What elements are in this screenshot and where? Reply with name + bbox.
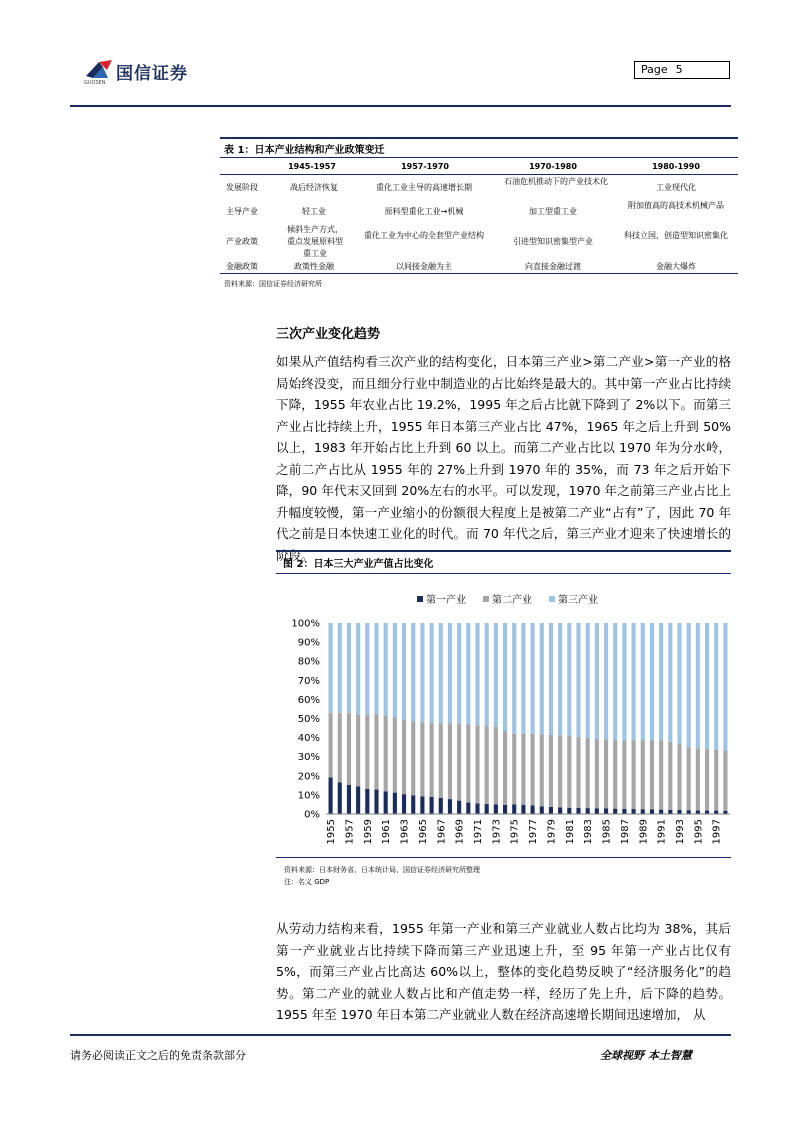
- bar-segment: [604, 739, 608, 808]
- bar-segment: [521, 805, 525, 814]
- x-tick-label: 1961: [381, 819, 393, 845]
- bar-segment: [512, 804, 516, 814]
- bar-segment: [329, 713, 333, 778]
- bar-segment: [549, 735, 553, 807]
- guosen-logo-icon: [84, 58, 114, 80]
- bar-segment: [604, 623, 608, 739]
- y-tick-label: 50%: [297, 714, 320, 725]
- y-tick-label: 40%: [297, 733, 320, 745]
- bar-segment: [365, 715, 369, 789]
- x-tick-label: 1965: [417, 819, 429, 845]
- stacked-bar-chart: [276, 580, 731, 855]
- bar-segment: [567, 808, 571, 814]
- x-tick-label: 1963: [399, 819, 411, 845]
- bar-segment: [402, 720, 406, 794]
- table-cell: 重化工业为中心的全套型产业结构: [364, 231, 484, 240]
- bar-segment: [613, 740, 617, 809]
- bar-segment: [457, 623, 461, 723]
- y-tick-label: 20%: [297, 771, 320, 783]
- figure-source: [284, 864, 480, 888]
- bar-segment: [650, 740, 654, 809]
- figure-note-line: 注：名义 GDP: [284, 878, 330, 886]
- bar-segment: [705, 623, 709, 749]
- x-tick-label: 1983: [583, 819, 595, 845]
- bar-segment: [595, 623, 599, 739]
- legend-swatch: [483, 596, 489, 602]
- bar-segment: [531, 623, 535, 734]
- bar-segment: [338, 782, 342, 814]
- bar-segment: [393, 718, 397, 793]
- x-tick-label: 1973: [491, 819, 503, 845]
- bar-segment: [576, 808, 580, 814]
- bar-segment: [430, 723, 434, 797]
- bar-segment: [586, 623, 590, 738]
- bar-segment: [668, 810, 672, 814]
- bar-segment: [558, 735, 562, 807]
- x-tick-label: 1959: [362, 819, 374, 845]
- bar-segment: [632, 740, 636, 809]
- bar-segment: [650, 623, 654, 740]
- bar-segment: [374, 790, 378, 814]
- figure-source-line: 资料来源：日本财务省、日本统计局、国信证券经济研究所整理: [284, 866, 480, 874]
- legend-label: 第一产业: [426, 595, 466, 606]
- bar-segment: [494, 623, 498, 727]
- bar-segment: [365, 623, 369, 715]
- bar-segment: [705, 811, 709, 814]
- x-tick-label: 1975: [509, 819, 521, 845]
- bar-segment: [411, 721, 415, 795]
- bar-segment: [723, 623, 727, 751]
- bar-segment: [567, 736, 571, 808]
- bar-segment: [485, 623, 489, 726]
- bar-segment: [586, 738, 590, 808]
- table-cell: 以间接金融为主: [396, 262, 452, 271]
- bar-segment: [512, 734, 516, 805]
- bar-segment: [576, 623, 580, 737]
- bar-segment: [677, 810, 681, 814]
- bar-segment: [475, 804, 479, 815]
- bar-segment: [531, 805, 535, 814]
- bar-segment: [430, 623, 434, 723]
- table-title: 表 1：日本产业结构和产业政策变迁: [224, 145, 385, 156]
- bar-segment: [347, 623, 351, 713]
- bar-segment: [549, 623, 553, 735]
- x-tick-label: 1977: [528, 819, 540, 845]
- bar-segment: [384, 623, 388, 716]
- bar-segment: [687, 623, 691, 747]
- bar-segment: [531, 734, 535, 806]
- bar-segment: [668, 623, 672, 742]
- bar-segment: [576, 737, 580, 808]
- bar-segment: [540, 623, 544, 734]
- body-paragraph: 如果从产值结构看三次产业的结构变化，日本第三产业>第二产业>第一产业的格局始终没变，而且细分行业中制造业的占比始终是最大的。其中第一产业占比持续下降，1955 年农业占比 19.2%，1995 年之后占比就下降到了 2%以下。而第三产业占比持续上升，1955 年日本第三产业占比 47%，1965 年之后上升到 50%以上，1983 年开始占比上升到 60 以上。而第二产业占比以 1970 年为分水岭，之前二产占比从 1955 年的 27%上升到 1970 年的 35%，而 73 年之后开始下降，90 年代末又回到 20%左右的水平。可以发现，1970 年之前第三产业占比上升幅度较慢，第一产业缩小的份额很大程度上是被第二产业“占有”了，因此 70 年代之前是日本快速工业化的时代。而 70 年代之后，第三产业才迎来了快速增长的阶段。: [276, 354, 731, 563]
- bar-segment: [595, 739, 599, 809]
- bar-segment: [485, 804, 489, 814]
- bar-segment: [668, 742, 672, 810]
- page-number: 5: [675, 63, 683, 76]
- bar-segment: [365, 789, 369, 814]
- bar-segment: [402, 623, 406, 720]
- table-header-divider: [220, 174, 738, 175]
- bar-segment: [466, 724, 470, 802]
- bar-segment: [420, 722, 424, 796]
- bar-segment: [356, 715, 360, 787]
- bar-segment: [696, 623, 700, 748]
- bar-segment: [411, 623, 415, 721]
- bar-segment: [714, 750, 718, 811]
- x-tick-label: 1987: [619, 819, 631, 845]
- x-tick-label: 1995: [693, 819, 705, 845]
- bar-segment: [439, 623, 443, 723]
- bar-segment: [384, 716, 388, 792]
- bar-segment: [613, 809, 617, 814]
- bar-segment: [723, 751, 727, 811]
- table-source: 资料来源：国信证券经济研究所: [224, 280, 322, 288]
- bar-segment: [374, 714, 378, 789]
- bar-segment: [632, 623, 636, 740]
- table-row-label: 主导产业: [226, 207, 258, 216]
- table-header-cell: 1970-1980: [529, 162, 577, 171]
- bar-segment: [677, 623, 681, 744]
- y-tick-label: 80%: [297, 656, 320, 668]
- bar-segment: [641, 809, 645, 814]
- table-cell: 战后经济恢复: [290, 183, 338, 192]
- bar-segment: [457, 801, 461, 814]
- body-paragraph: 从劳动力结构来看，1955 年第一产业和第三产业就业人数占比均为 38%，其后第一产业就业占比持续下降而第三产业迅速上升，至 95 年第一产业占比仅有 5%，而第三产业占比高达 60%以上，整体的变化趋势反映了“经济服务化”的趋势。第二产业的就业人数占比和产值走势一样，经历了先上升，后下降的趋势。1955 年至 1970 年日本第二产业就业人数在经济高速增长期间迅速增加， 从: [276, 921, 731, 1022]
- legend-label: 第三产业: [558, 595, 598, 606]
- bar-segment: [549, 807, 553, 814]
- bar-segment: [411, 795, 415, 814]
- bar-segment: [356, 623, 360, 715]
- table-cell: 重化工业主导的高速增长期: [376, 183, 472, 192]
- bar-segment: [347, 785, 351, 814]
- bar-segment: [521, 734, 525, 805]
- legend-label: 第二产业: [492, 595, 532, 606]
- table-cell: 加工型重工业: [529, 207, 577, 216]
- table-header-cell: 1945-1957: [288, 162, 336, 171]
- bar-segment: [329, 777, 333, 814]
- bar-segment: [696, 810, 700, 814]
- header-divider: [70, 105, 731, 107]
- table-cell: 金融大爆炸: [656, 262, 696, 271]
- table-row-label: 发展阶段: [226, 183, 258, 192]
- bar-segment: [475, 725, 479, 803]
- footer-disclaimer: 请务必阅读正文之后的免责条款部分: [70, 1049, 246, 1062]
- y-tick-label: 100%: [291, 618, 320, 630]
- x-tick-label: 1993: [675, 819, 686, 845]
- bar-segment: [540, 806, 544, 814]
- bar-segment: [659, 810, 663, 814]
- y-tick-label: 60%: [297, 694, 320, 706]
- table-cell: 向直接金融过渡: [525, 262, 581, 271]
- bar-segment: [393, 623, 397, 718]
- bar-segment: [384, 791, 388, 814]
- x-tick-label: 1957: [344, 819, 356, 845]
- bar-segment: [632, 809, 636, 814]
- y-tick-label: 90%: [297, 637, 320, 649]
- table-cell: 石油危机推动下的产业技术化: [504, 177, 608, 186]
- bar-segment: [622, 809, 626, 814]
- page-indicator: [634, 61, 730, 79]
- legend-swatch: [549, 596, 555, 602]
- bar-segment: [659, 740, 663, 809]
- bar-segment: [329, 623, 333, 713]
- x-tick-label: 1955: [326, 819, 338, 845]
- figure-bottom-divider: [276, 857, 731, 858]
- bar-segment: [503, 623, 507, 731]
- x-tick-label: 1981: [564, 819, 576, 845]
- y-tick-label: 0%: [304, 809, 320, 821]
- x-tick-label: 1985: [601, 819, 613, 845]
- bar-segment: [338, 623, 342, 713]
- bar-segment: [641, 623, 645, 740]
- table-header-cell: 1980-1990: [652, 162, 700, 171]
- bar-segment: [420, 796, 424, 814]
- bar-segment: [687, 810, 691, 814]
- bar-segment: [604, 808, 608, 814]
- x-tick-label: 1991: [656, 819, 668, 845]
- page-label: Page: [641, 63, 668, 76]
- bar-segment: [705, 749, 709, 811]
- table-cell: 附加值高的高技术机械产品: [628, 201, 724, 210]
- figure-title: 图 2：日本三大产业产值占比变化: [283, 559, 434, 570]
- company-name-en: GUOSEN: [84, 80, 106, 86]
- bar-segment: [356, 787, 360, 815]
- footer-divider: [70, 1034, 731, 1036]
- bar-segment: [393, 793, 397, 814]
- table-row-label: 产业政策: [226, 237, 258, 246]
- bar-segment: [494, 727, 498, 804]
- bar-segment: [622, 623, 626, 741]
- x-tick-label: 1997: [711, 819, 723, 845]
- bar-segment: [503, 805, 507, 814]
- bar-segment: [641, 740, 645, 809]
- table-cell: 轻工业: [302, 207, 326, 216]
- bar-segment: [512, 623, 516, 734]
- bar-segment: [448, 723, 452, 799]
- table-bottom-divider: [220, 273, 738, 274]
- bar-segment: [659, 623, 663, 740]
- x-tick-label: 1979: [546, 819, 558, 845]
- bar-segment: [494, 804, 498, 814]
- bar-segment: [347, 713, 351, 785]
- bar-segment: [714, 811, 718, 814]
- table-cell: 倾斜生产方式，重点发展原料型重工业: [287, 225, 343, 258]
- footer-slogan: 全球视野 本土智慧: [600, 1049, 692, 1062]
- table-header-cell: 1957-1970: [401, 162, 449, 171]
- bar-segment: [714, 623, 718, 750]
- x-tick-label: 1971: [473, 819, 484, 845]
- bar-segment: [402, 794, 406, 814]
- table-cell: 工业现代化: [656, 183, 696, 192]
- y-tick-label: 10%: [297, 790, 320, 802]
- legend-swatch: [417, 596, 423, 602]
- bar-segment: [677, 744, 681, 810]
- bar-segment: [521, 623, 525, 734]
- bar-segment: [374, 623, 378, 714]
- bar-segment: [567, 623, 571, 736]
- bar-segment: [622, 741, 626, 809]
- bar-segment: [595, 808, 599, 814]
- company-name: 国信证券: [116, 64, 188, 84]
- bar-segment: [650, 809, 654, 814]
- bar-segment: [475, 623, 479, 725]
- table-cell: 政策性金融: [294, 262, 334, 271]
- bar-segment: [540, 734, 544, 806]
- y-tick-label: 30%: [297, 752, 320, 764]
- bar-segment: [613, 623, 617, 740]
- x-tick-label: 1969: [454, 819, 466, 845]
- bar-segment: [338, 713, 342, 783]
- bar-segment: [466, 623, 470, 724]
- bar-segment: [430, 797, 434, 814]
- bar-segment: [558, 623, 562, 735]
- bar-segment: [439, 723, 443, 798]
- bar-segment: [485, 726, 489, 804]
- bar-segment: [420, 623, 424, 722]
- y-tick-label: 70%: [297, 675, 320, 687]
- section-title: 三次产业变化趋势: [276, 327, 381, 342]
- bar-segment: [503, 731, 507, 805]
- bar-segment: [448, 623, 452, 723]
- bar-segment: [457, 723, 461, 800]
- table-cell: 原料型重化工业→机械: [384, 207, 464, 216]
- bar-segment: [439, 798, 443, 814]
- bar-segment: [687, 747, 691, 810]
- bar-segment: [558, 807, 562, 814]
- bar-segment: [586, 808, 590, 814]
- bar-segment: [448, 799, 452, 814]
- bar-segment: [466, 803, 470, 814]
- table-row-label: 金融政策: [226, 262, 258, 271]
- bar-segment: [696, 748, 700, 810]
- x-tick-label: 1989: [638, 819, 650, 845]
- table-cell: 科技立国，创造型知识密集化: [624, 231, 728, 240]
- x-tick-label: 1967: [436, 819, 448, 845]
- table-cell: 引进型知识密集型产业: [513, 237, 593, 246]
